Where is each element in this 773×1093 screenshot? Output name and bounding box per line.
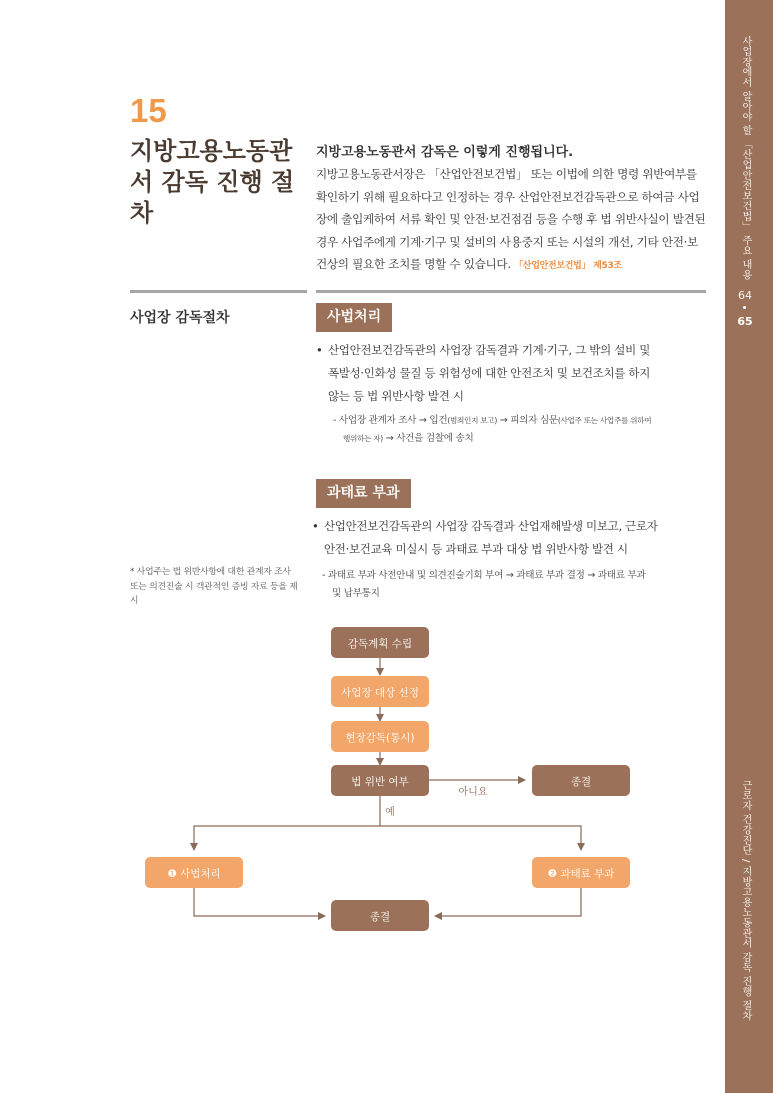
node-decision <box>331 765 429 796</box>
node-decision-label: 법 위반 여부 <box>351 776 409 788</box>
side-heading: 사업장 감독절차 <box>130 310 230 326</box>
section-number: 15 <box>130 92 167 129</box>
judicial-step-b: (범죄인지 보고) <box>447 416 497 425</box>
node-end-no <box>532 765 630 796</box>
sidebar-book-title: 사업장에서 알아야 할 「산업안전보건법」 주요 내용 <box>740 36 751 280</box>
page-divider-dot <box>743 306 746 309</box>
intro-text: 지방고용노동관서장은 「산업안전보건법」 또는 이법에 의한 명령 위반여부를 확인하기 위해 필요하다고 인정하는 경우 산업안전보건감독관으로 하여금 사업장에 출입케하여 서류 확인 및 안전·보건점검 등을 수행 후 법 위반사실이 발견된 경우 사업주에게 기계·기구 및 설비의 사용중지 또는 시설의 개선, 기타 안전·보건상의 필요한 조치를 명할 수 있습니다. <box>316 167 706 272</box>
sidebar-chapter-title: 근로자 건강진단 / 지방고용노동관서 감독 진행 절차 <box>740 780 751 1021</box>
judicial-line-3: 않는 등 법 위반사항 발견 시 <box>328 389 464 403</box>
judicial-step-a: - 사업장 관계자 조사 → 입건 <box>333 415 448 426</box>
judicial-line-2: 폭발성·인화성 물질 등 위험성에 대한 안전조치 및 보건조치를 하지 <box>328 366 651 380</box>
node-judicial-label: ❶ 사법처리 <box>167 868 221 880</box>
fine-step-line-1: - 과태료 부과 사전안내 및 의견진술기회 부여 → 과태료 부과 결정 → 과태료 부과 <box>322 570 646 581</box>
page-number-left: 64 <box>738 289 752 302</box>
arrow-yes-right <box>380 826 581 850</box>
node-end-no-label: 종결 <box>570 776 592 788</box>
judicial-tag: 사법처리 <box>316 303 392 332</box>
node-end-final-label: 종결 <box>369 911 391 923</box>
judicial-step-c: → 피의자 심문 <box>496 415 558 426</box>
node-fine <box>532 857 630 888</box>
bullet-dot: • <box>316 343 323 357</box>
node-select-label: 사업장 대상 선정 <box>341 687 419 699</box>
fine-line-1: 산업안전보건감독관의 사업장 감독결과 산업재해발생 미보고, 근로자 <box>324 519 658 533</box>
node-inspect-label: 현장감독(통시) <box>345 732 415 744</box>
node-select <box>331 676 429 707</box>
fine-step-line-2: 및 납부통지 <box>332 588 380 599</box>
fine-line-2: 안전·보건교육 미실시 등 과태료 부과 대상 법 위반사항 발견 시 <box>324 542 628 556</box>
law-reference: 「산업안전보건법」 제53조 <box>514 261 622 272</box>
judicial-line-1: 산업안전보건감독관의 사업장 감독결과 기계·기구, 그 밖의 설비 및 <box>328 343 651 357</box>
node-inspect <box>331 721 429 752</box>
page-number-right: 65 <box>737 315 753 328</box>
label-yes: 예 <box>385 807 395 818</box>
node-plan <box>331 627 429 658</box>
intro-heading: 지방고용노동관서 감독은 이렇게 진행됩니다. <box>316 145 574 160</box>
footnote: * 사업주는 법 위반사항에 대한 관계자 조사 또는 의견진술 시 객관적인 증빙 자료 등을 제시 <box>130 567 298 606</box>
judicial-step-f: → 사건을 검찰에 송치 <box>382 433 474 444</box>
fine-tag: 과태료 부과 <box>316 479 411 508</box>
section-title: 지방고용노동관서 감독 진행 절차 <box>130 137 295 227</box>
arrow-fine-end <box>435 888 581 916</box>
arrow-judicial-end <box>194 888 325 916</box>
node-judicial <box>145 857 243 888</box>
judicial-step-e: 행위하는 자) <box>343 434 383 443</box>
bullet-dot: • <box>312 519 319 533</box>
label-no: 아니요 <box>458 787 488 798</box>
arrow-yes-left <box>194 796 380 850</box>
node-end-final <box>331 900 429 931</box>
node-plan-label: 감독계획 수립 <box>347 638 413 650</box>
judicial-step-d: (사업주 또는 사업주를 위하여 <box>557 416 652 425</box>
node-fine-label: ❷ 과태료 부과 <box>547 868 615 880</box>
